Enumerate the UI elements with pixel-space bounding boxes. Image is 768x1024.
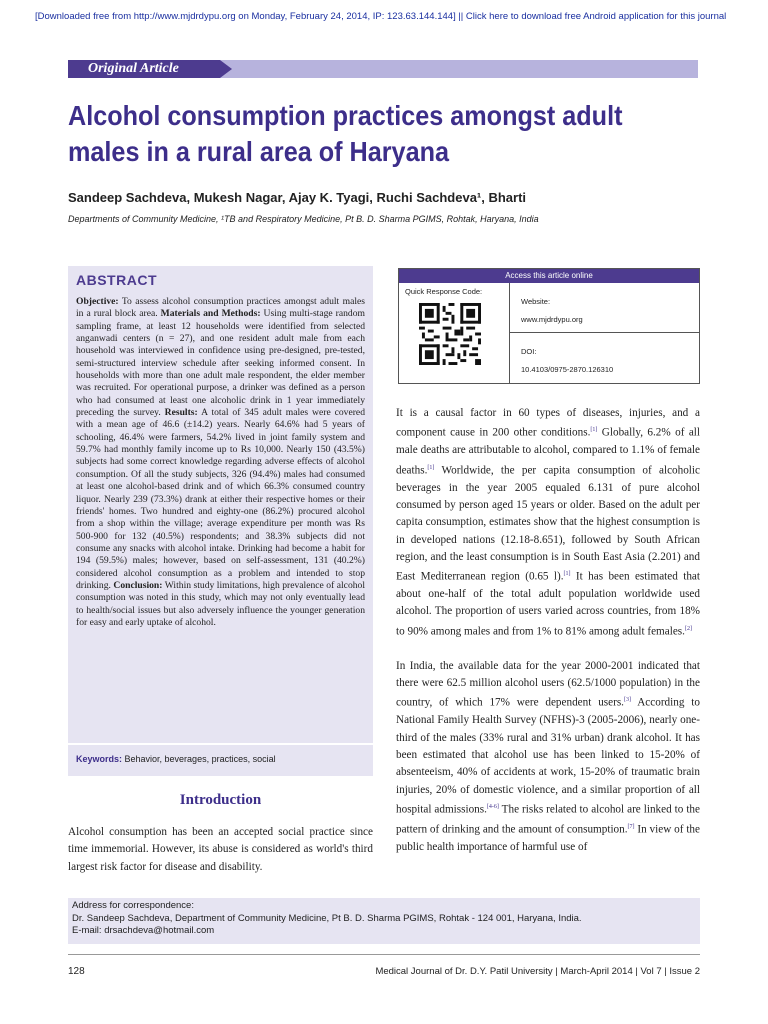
introduction-text: Alcohol consumption has been an accepted social practice since time immemorial. However, its abuse is considered as world's third largest risk factor for disease and disability. bbox=[68, 826, 373, 873]
correspondence-heading: Address for correspondence: bbox=[72, 900, 194, 911]
para1-part-d: It has been estimated that about one-half of the total adult population worldwide used alcohol. The proportion of users varied across countries, from 18% to 90% among males and from 1% to 81% among adult females. bbox=[396, 570, 700, 638]
citation-7[interactable]: [7] bbox=[627, 823, 635, 830]
citation-1b[interactable]: [1] bbox=[427, 464, 435, 471]
results-label: Results: bbox=[164, 407, 198, 419]
objective-label: Objective: bbox=[76, 296, 119, 307]
para2-part-a: In India, the available data for the year 2000-2001 indicated that there were 62.5 million alcohol users (62.5/1000 population) in the country, of which 17% were dependent users. bbox=[396, 659, 700, 710]
abstract-box bbox=[68, 266, 373, 776]
doi-value[interactable]: 10.4103/0975-2870.126310 bbox=[521, 365, 614, 374]
journal-citation: Medical Journal of Dr. D.Y. Patil University | March-April 2014 | Vol 7 | Issue 2 bbox=[375, 966, 700, 977]
body-paragraph-2 bbox=[396, 658, 700, 856]
doi-cell bbox=[509, 333, 699, 383]
abstract-heading: ABSTRACT bbox=[76, 272, 157, 288]
keywords bbox=[76, 754, 276, 764]
citation-2[interactable]: [2] bbox=[684, 625, 692, 632]
correspondence-address: Dr. Sandeep Sachdeva, Department of Community Medicine, Pt B. D. Sharma PGIMS, Rohtak - 124 001, Haryana, India. bbox=[72, 912, 582, 924]
access-heading: Access this article online bbox=[399, 269, 699, 283]
para1-part-c: Worldwide, the per capita consumption of alcoholic beverages in the year 2005 equaled 6.131 of pure alcohol consumed by person aged 15 years or older. Based on the adult per capita consumption, estimates show that the highest consumption is in developed nations (12.18-8.651), followed by South African region, and the least consumption is in South East Asia (2.201) and East Mediterranean region (0.65 l). bbox=[396, 464, 700, 583]
citation-1c[interactable]: [1] bbox=[563, 571, 571, 578]
para2-part-d: In view of the public health importance of harmful use of bbox=[396, 823, 700, 853]
website-label: Website: bbox=[521, 297, 551, 306]
doi-label: DOI: bbox=[521, 347, 537, 356]
qr-column bbox=[399, 283, 510, 383]
citation-4-6[interactable]: [4-6] bbox=[486, 803, 499, 810]
para1-part-b: Globally, 6.2% of all male deaths are attributable to alcohol, compared to 1.1% of female deaths. bbox=[396, 427, 701, 477]
website-link[interactable]: www.mjdrdypu.org bbox=[521, 315, 583, 324]
para2-part-b: According to National Family Health Survey (NFHS)-3 (2005-2006), nearly one-third of the males (33% rural and 31% urban) drank alcohol. It has been estimated that alcohol use has been linked to 15-20% of absenteeism, 40% of accidents at work, 15-20% of traumatic brain injuries, 20% of domestic violence, and a similar proportion of all hospital admissions. bbox=[396, 697, 700, 816]
abstract-divider bbox=[68, 743, 373, 745]
correspondence-email[interactable]: E-mail: drsachdeva@hotmail.com bbox=[72, 925, 215, 936]
page-number: 128 bbox=[68, 966, 85, 977]
qr-label: Quick Response Code: bbox=[405, 287, 483, 296]
access-online-box bbox=[398, 268, 700, 384]
body-paragraph-1 bbox=[396, 405, 700, 641]
correspondence-box bbox=[68, 898, 700, 944]
methods-label: Materials and Methods: bbox=[160, 308, 261, 320]
conclusion-label: Conclusion: bbox=[113, 579, 163, 591]
website-cell bbox=[509, 283, 699, 333]
conclusion-text: Within study limitations, high prevalence of alcohol consumption was noted in this study, which may not only eventually lead to health/social issues but also adversely influence the younger generation for easy and early uptake of alcohol. bbox=[76, 579, 366, 628]
keywords-label: Keywords: bbox=[76, 754, 123, 764]
download-banner-link[interactable]: [Downloaded free from http://www.mjdrdypu.org on Monday, February 24, 2014, IP: 123.63.144.144] || Click here to download free Android application for this journal bbox=[35, 11, 727, 22]
authors: Sandeep Sachdeva, Mukesh Nagar, Ajay K. Tyagi, Ruchi Sachdeva¹, Bharti bbox=[68, 190, 527, 205]
para2-part-c: The risks related to alcohol are linked to the pattern of drinking and the amount of consumption. bbox=[396, 803, 700, 836]
results-text: A total of 345 adult males were covered with a mean age of 46.6 (±14.2) years. Nearly 64.6% had 5 years of schooling, 46.4% were farmers, 54.2% lived in joint family system and 59.7% had monthly family income up to Rs 10,000. Nearly 150 (43.5%) subjects had some correct knowledge regarding adverse effects of alcohol consumption. Of all the study subjects, 326 (94.4%) males had consumed at least one alcohol-based drink and of which 66.3% consumed country liquor. Nearly 239 (73.3%) drank at either their respective homes or their friends' homes. Two hundred and eighty-one (86.2%) procured alcohol from a shop within the village; average expenditure per month was Rs 500-900 for 132 (40.5%) respondents; and 38.3% subjects did not consume any snacks with alcohol intake. Drinking had become a habit for 194 (59.5%) males; however, based on self-assessment, 131 (40.2%) considered alcohol consumption as a problem and intended to stop drinking. bbox=[76, 407, 365, 591]
right-column-text bbox=[396, 405, 700, 856]
para1-part-a: It is a causal factor in 60 types of diseases, injuries, and a component cause in 200 other conditions. bbox=[396, 407, 700, 440]
section-label: Original Article bbox=[68, 60, 220, 78]
footer-divider bbox=[68, 954, 700, 955]
keywords-text: Behavior, beverages, practices, social bbox=[122, 754, 276, 764]
qr-code-icon[interactable] bbox=[419, 303, 481, 365]
affiliation: Departments of Community Medicine, ¹TB and Respiratory Medicine, Pt B. D. Sharma PGIMS, Rohtak, Haryana, India bbox=[68, 214, 539, 224]
objective-text: To assess alcohol consumption practices amongst adult males in a rural block area. bbox=[76, 296, 365, 320]
introduction-heading: Introduction bbox=[179, 792, 262, 808]
citation-1[interactable]: [1] bbox=[590, 427, 598, 434]
abstract-text bbox=[76, 296, 365, 629]
methods-text: Using multi-stage random sampling frame, at least 12 households were identified from selected anganwadi centers (n = 27), and one resident adult male from each household was interviewed in confidence using pre-designed, pre-tested, semi-structured interview schedule after seeking informed consent. In households with more than one adult male respondent, the elder member was recruited. For operational purpose, a drinker was defined as a person who had consumed at least one alcoholic drink in 1 year immediately preceding the survey. bbox=[76, 308, 365, 419]
citation-3[interactable]: [3] bbox=[623, 697, 631, 704]
article-title: Alcohol consumption practices amongst adult males in a rural area of Haryana bbox=[68, 100, 623, 167]
